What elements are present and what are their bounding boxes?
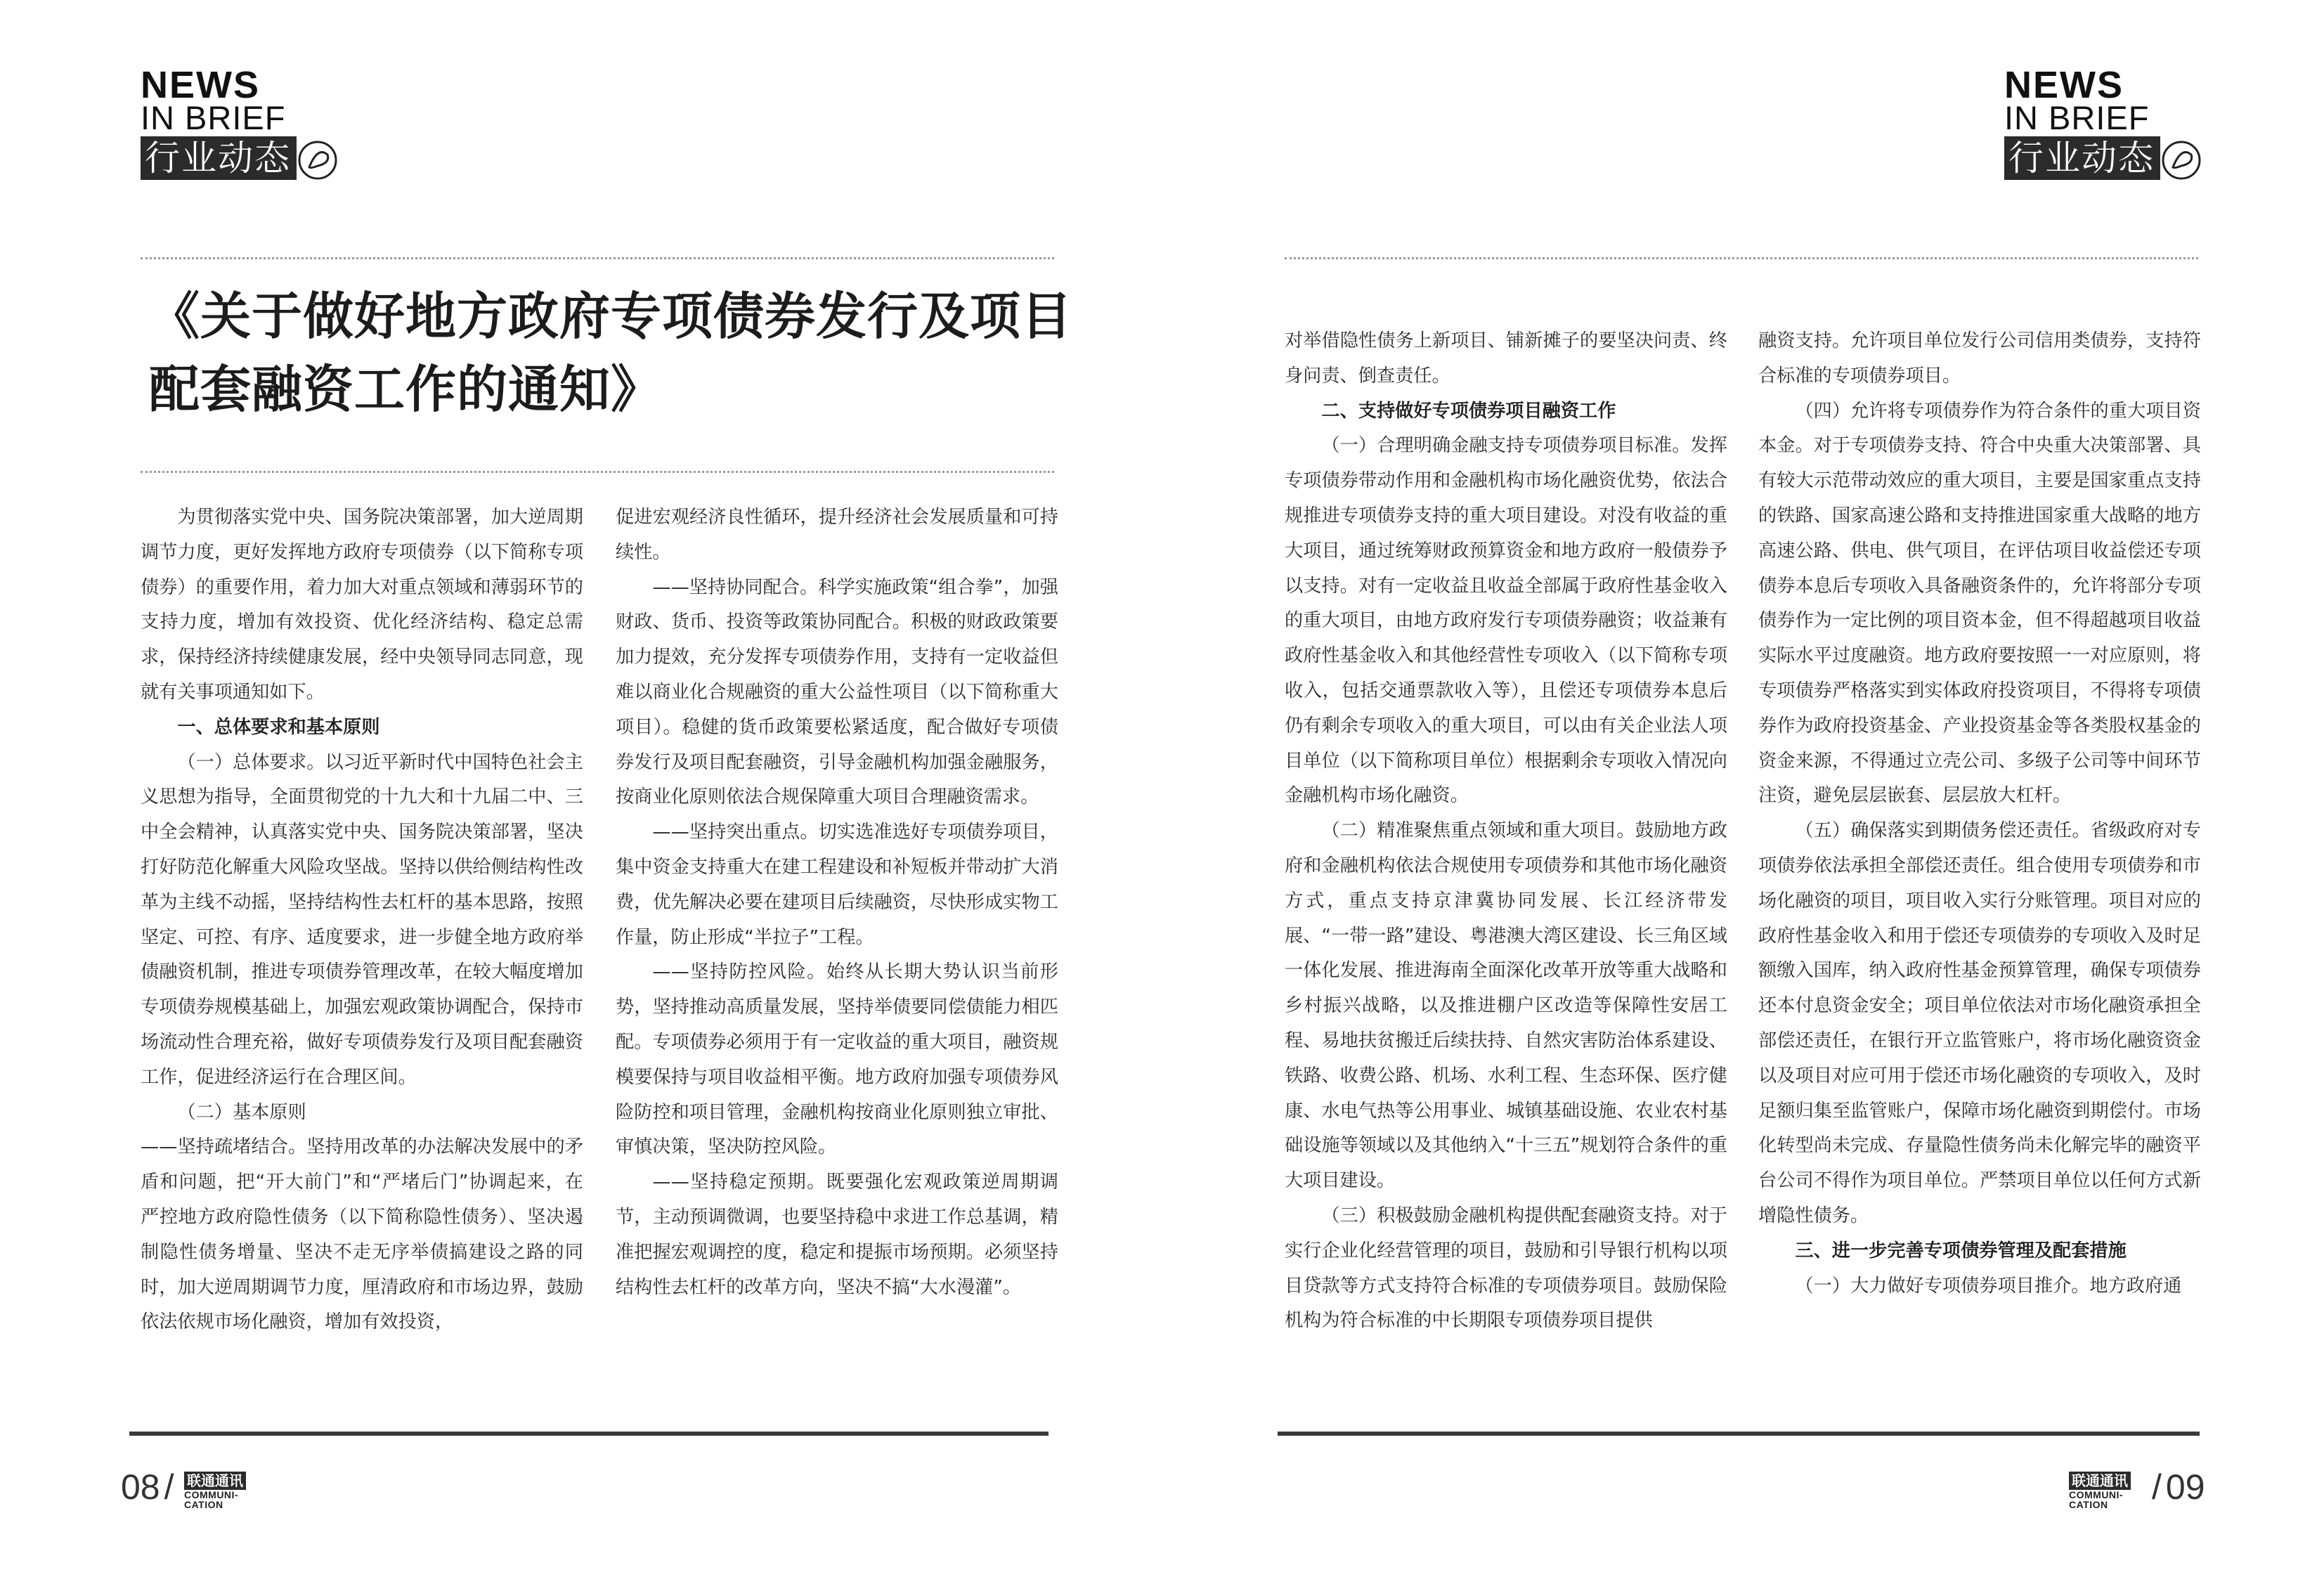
body-paragraph: 促进宏观经济良性循环，提升经济社会发展质量和可持续性。 — [616, 507, 1058, 563]
logo-cn-text: 联通通讯 — [184, 1472, 246, 1490]
logo-cn-text: 联通通讯 — [2069, 1472, 2131, 1490]
page-number-slash: / — [2152, 1467, 2162, 1507]
masthead-section-label: 行业动态 — [2004, 136, 2160, 180]
masthead-news: NEWS — [141, 64, 260, 106]
page-number-left — [121, 1467, 174, 1507]
body-paragraph: （一）合理明确金融支持专项债券项目标准。发挥专项债券带动作用和金融机构市场化融资优势，依法合规推进专项债券支持的重大项目建设。对没有收益的重大项目，通过统筹财政预算资金和地方政府一般债券予以支持。对有一定收益且收益全部属于政府性基金收入的重大项目，由地方政府发行专项债券融资；收益兼有政府性基金收入和其他经营性专项收入（以下简称专项收入，包括交通票款收入等），且偿还专项债券本息后仍有剩余专项收入的重大项目，可以由有关企业法人项目单位（以下简称项目单位）根据剩余专项收入情况向金融机构市场化融资。 — [1285, 435, 1727, 807]
footer-rule-left — [129, 1432, 1049, 1436]
publication-logo-left — [184, 1472, 261, 1510]
section-heading: 三、进一步完善专项债券管理及配套措施 — [1795, 1240, 2127, 1261]
page-number-right — [2152, 1467, 2205, 1507]
section-heading: 二、支持做好专项债券项目融资工作 — [1321, 400, 1616, 422]
body-paragraph: ——坚持防控风险。始终从长期大势认识当前形势，坚持推动高质量发展，坚持举债要同偿债能力相匹配。专项债券必须用于有一定收益的重大项目，融资规模要保持与项目收益相平衡。地方政府加强专项债券风险防控和项目管理，金融机构按商业化原则独立审批、审慎决策，坚决防控风险。 — [616, 961, 1058, 1158]
masthead-in-brief: IN BRIEF — [141, 99, 286, 136]
body-paragraph: ——坚持稳定预期。既要强化宏观政策逆周期调节，主动预调微调，也要坚持稳中求进工作总基调，精准把握宏观调控的度，稳定和提振市场预期。必须坚持结构性去杠杆的改革方向，坚决不搞“大水漫灌”。 — [616, 1172, 1058, 1298]
body-paragraph: （二）基本原则 — [177, 1101, 306, 1123]
divider-top-left — [141, 257, 1054, 259]
divider-below-title — [141, 471, 1054, 473]
masthead-left — [141, 64, 351, 183]
body-column-1 — [141, 500, 583, 1340]
publication-logo-right — [2069, 1472, 2146, 1510]
masthead-section-label: 行业动态 — [141, 136, 297, 180]
body-paragraph: （四）允许将专项债券作为符合条件的重大项目资本金。对于专项债券支持、符合中央重大决策部署、具有较大示范带动效应的重大项目，主要是国家重点支持的铁路、国家高速公路和支持推进国家重大战略的地方高速公路、供电、供气项目，在评估项目收益偿还专项债券本息后专项收入具备融资条件的，允许将部分专项债券作为一定比例的项目资本金，但不得超越项目收益实际水平过度融资。地方政府要按照一一对应原则，将专项债券严格落实到实体政府投资项目，不得将专项债券作为政府投资基金、产业投资基金等各类股权基金的资金来源，不得通过立壳公司、多级子公司等中间环节注资，避免层层嵌套、层层放大杠杆。 — [1758, 400, 2201, 807]
body-column-2 — [616, 500, 1058, 1305]
masthead-in-brief: IN BRIEF — [2004, 99, 2150, 136]
masthead-right — [2004, 64, 2215, 183]
masthead-section-row — [141, 136, 351, 183]
body-paragraph: ——坚持突出重点。切实选准选好专项债券项目，集中资金支持重大在建工程建设和补短板并带动扩大消费，优先解决必要在建项目后续融资，尽快形成实物工作量，防止形成“半拉子”工程。 — [616, 822, 1058, 948]
article-title: 《关于做好地方政府专项债券发行及项目配套融资工作的通知》 — [149, 287, 1073, 419]
body-paragraph: 融资支持。允许项目单位发行公司信用类债券，支持符合标准的专项债券项目。 — [1758, 330, 2201, 387]
body-column-3 — [1285, 324, 1727, 1339]
divider-top-right — [1285, 257, 2198, 259]
body-paragraph: （一）大力做好专项债券项目推介。地方政府通 — [1795, 1275, 2182, 1297]
page-number-value: 09 — [2165, 1467, 2205, 1507]
body-paragraph: （二）精准聚焦重点领域和重大项目。鼓励地方政府和金融机构依法合规使用专项债券和其他市场化融资方式，重点支持京津冀协同发展、长江经济带发展、“一带一路”建设、粤港澳大湾区建设、长三角区域一体化发展、推进海南全面深化改革开放等重大战略和乡村振兴战略，以及推进棚户区改造等保障性安居工程、易地扶贫搬迁后续扶持、自然灾害防治体系建设、铁路、收费公路、机场、水利工程、生态环保、医疗健康、水电气热等公用事业、城镇基础设施、农业农村基础设施等领域以及其他纳入“十三五”规划符合条件的重大项目建设。 — [1285, 820, 1727, 1192]
masthead-news: NEWS — [2004, 64, 2124, 106]
logo-en-line-1: COMMUNI- — [2069, 1489, 2124, 1500]
logo-en-line-1: COMMUNI- — [184, 1489, 239, 1500]
logo-en-line-2: CATION — [2069, 1499, 2108, 1510]
masthead-deco-icon — [2160, 139, 2202, 181]
body-paragraph: ——坚持疏堵结合。坚持用改革的办法解决发展中的矛盾和问题，把“开大前门”和“严堵后门”协调起来，在严控地方政府隐性债务（以下简称隐性债务）、坚决遏制隐性债务增量、坚决不走无序举债搞建设之路的同时，加大逆周期调节力度，厘清政府和市场边界，鼓励依法依规市场化融资，增加有效投资， — [141, 1136, 583, 1333]
section-heading: 一、总体要求和基本原则 — [177, 716, 380, 738]
body-paragraph: （五）确保落实到期债务偿还责任。省级政府对专项债券依法承担全部偿还责任。组合使用专项债券和市场化融资的项目，项目收入实行分账管理。项目对应的政府性基金收入和用于偿还专项债券的专项收入及时足额缴入国库，纳入政府性基金预算管理，确保专项债券还本付息资金安全；项目单位依法对市场化融资承担全部偿还责任，在银行开立监管账户，将市场化融资资金以及项目对应可用于偿还市场化融资的专项收入，及时足额归集至监管账户，保障市场化融资到期偿付。市场化转型尚未完成、存量隐性债务尚未化解完毕的融资平台公司不得作为项目单位。严禁项目单位以任何方式新增隐性债务。 — [1758, 820, 2201, 1226]
footer-rule-right — [1278, 1432, 2200, 1436]
body-paragraph: ——坚持协同配合。科学实施政策“组合拳”，加强财政、货币、投资等政策协同配合。积极的财政政策要加力提效，充分发挥专项债券作用，支持有一定收益但难以商业化合规融资的重大公益性项目（以下简称重大项目）。稳健的货币政策要松紧适度，配合做好专项债券发行及项目配套融资，引导金融机构加强金融服务，按商业化原则依法合规保障重大项目合理融资需求。 — [616, 576, 1058, 808]
body-paragraph: （三）积极鼓励金融机构提供配套融资支持。对于实行企业化经营管理的项目，鼓励和引导银行机构以项目贷款等方式支持符合标准的专项债券项目。鼓励保险机构为符合标准的中长期限专项债券项目提供 — [1285, 1205, 1727, 1332]
masthead-deco-icon — [297, 139, 339, 181]
masthead-section-row — [2004, 136, 2215, 183]
body-column-4 — [1758, 324, 2201, 1304]
logo-en-line-2: CATION — [184, 1499, 223, 1510]
page-number-value: 08 — [121, 1467, 160, 1507]
body-paragraph: （一）总体要求。以习近平新时代中国特色社会主义思想为指导，全面贯彻党的十九大和十九届二中、三中全会精神，认真落实党中央、国务院决策部署，坚决打好防范化解重大风险攻坚战。坚持以供给侧结构性改革为主线不动摇，坚持结构性去杠杆的基本思路，按照坚定、可控、有序、适度要求，进一步健全地方政府举债融资机制，推进专项债券管理改革，在较大幅度增加专项债券规模基础上，加强宏观政策协调配合，保持市场流动性合理充裕，做好专项债券发行及项目配套融资工作，促进经济运行在合理区间。 — [141, 751, 583, 1088]
body-paragraph: 为贯彻落实党中央、国务院决策部署，加大逆周期调节力度，更好发挥地方政府专项债券（以下简称专项债券）的重要作用，着力加大对重点领域和薄弱环节的支持力度，增加有效投资、优化经济结构、稳定总需求，保持经济持续健康发展，经中央领导同志同意，现就有关事项通知如下。 — [141, 507, 583, 703]
body-paragraph: 对举借隐性债务上新项目、铺新摊子的要坚决问责、终身问责、倒查责任。 — [1285, 330, 1727, 387]
page-number-slash: / — [164, 1467, 174, 1507]
